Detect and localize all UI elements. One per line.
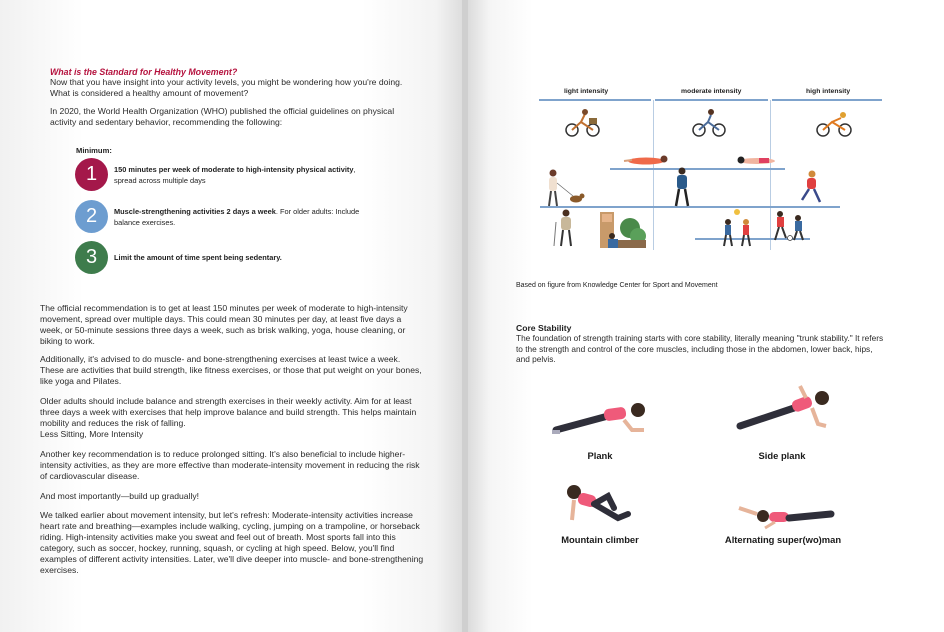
recommendation-text (114, 164, 364, 186)
cyclist-moderate-icon (692, 108, 726, 138)
cyclist-high-icon (816, 110, 852, 138)
recommendation-text (114, 252, 364, 263)
intensity-label-moderate: moderate intensity (681, 88, 742, 95)
exercise-label-superwoman: Alternating super(wo)man (724, 534, 842, 545)
swimmer-icon (622, 152, 670, 168)
column-divider (653, 100, 654, 250)
intensity-divider (655, 99, 768, 101)
body-paragraph: And most importantly—build up gradually! (40, 491, 200, 501)
minimum-label: Minimum: (76, 146, 112, 155)
plank-figure-icon (548, 398, 652, 438)
figure-credit: Based on figure from Knowledge Center for Sport and Movement (516, 282, 718, 289)
recommendation-bold: Limit the amount of time spent being sedentary. (114, 253, 282, 262)
soccer-icon (770, 210, 810, 242)
number-badge: 2 (75, 200, 108, 233)
recommendation-2 (75, 200, 364, 233)
page-gutter (462, 0, 468, 632)
swimmer-fast-icon (733, 153, 783, 167)
who-paragraph: In 2020, the World Health Organization (WHO) published the official guidelines on physical activity and sedentary behavior, recommending the following: (50, 106, 395, 127)
gardening-icon (600, 210, 648, 250)
number-badge: 3 (75, 241, 108, 274)
runner-icon (796, 170, 824, 206)
intensity-label-high: high intensity (806, 88, 851, 95)
core-stability-title: Core Stability (516, 323, 572, 333)
body-paragraph: Another key recommendation is to reduce prolonged sitting. It's also beneficial to include higher-intensity activities, as they are more effective than moderate-intensity movement in reducing the risk of cardiovascular disease. (40, 449, 420, 481)
house-cleaning-icon (552, 208, 580, 248)
recommendation-1 (75, 158, 364, 191)
recommendation-bold: 150 minutes per week of moderate to high-intensity physical activity (114, 164, 354, 174)
body-paragraph: Older adults should include balance and strength exercises in their weekly activity. Aim for at least three days a week with exercises that help improve balance and build strength. This helps maintain mobility and reduces the risk of falling. (40, 396, 417, 428)
exercise-label-mountain-climber: Mountain climber (561, 534, 639, 545)
subheading: Less Sitting, More Intensity (40, 429, 144, 439)
side-plank-figure-icon (734, 384, 838, 432)
intro-paragraph: Now that you have insight into your activity levels, you might be wondering how you're doing. What is considered a healthy amount of movement? (50, 77, 403, 98)
body-paragraph: The official recommendation is to get at least 150 minutes per week of moderate to high-intensity movement, spread over multiple days. This could mean 30 minutes per day, at least five days a week, or 50-minute sessions three days a week, such as brisk walking, yoga, house cleaning, or biking to work. (40, 303, 408, 346)
intensity-label-light: light intensity (564, 88, 609, 95)
exercise-label-side-plank: Side plank (758, 450, 806, 461)
recommendation-rest: . For older adults: Include balance exercises. (114, 206, 360, 227)
superwoman-figure-icon (735, 500, 839, 530)
volleyball-icon (720, 208, 756, 248)
body-paragraph: Additionally, it's advised to do muscle- and bone-strengthening exercises at least twice a week. These are activities that build strength, like fitness exercises, or those that put weight on your bones, like yoga and Pilates. (40, 354, 422, 386)
exercise-label-plank: Plank (587, 450, 613, 461)
dog-walker-icon (543, 168, 587, 208)
section-heading: What is the Standard for Healthy Movement? (50, 67, 238, 77)
recommendation-rest: , spread across multiple days (114, 164, 356, 185)
number-badge: 1 (75, 158, 108, 191)
mountain-climber-figure-icon (562, 482, 636, 526)
activity-range-bar (610, 168, 785, 170)
cyclist-light-icon (565, 108, 601, 138)
recommendation-bold: Muscle-strengthening activities 2 days a week (114, 206, 276, 216)
recommendation-3 (75, 241, 364, 274)
intensity-divider (539, 99, 651, 101)
intensity-divider (772, 99, 882, 101)
recommendation-text (114, 206, 364, 228)
core-stability-body: The foundation of strength training starts with core stability, literally meaning "trunk stability." It refers to the strength and control of the core muscles, including those in the abdomen, lower back, hips, and pelvis. (516, 333, 884, 365)
body-paragraph: We talked earlier about movement intensity, but let's refresh: Moderate-intensity activities increase heart rate and breathing—examples include walking, cycling, jumping on a trampoline, or horseback riding. High-intensity activities make you sweat and feel out of breath. Most sports fall into this category, such as soccer, hockey, running, squash, or cycling at high speed. Below, you'll find examples of different activity intensities. Later, we'll dive deeper into muscle- and bone-strengthening exercises. (40, 510, 424, 575)
walker-icon (670, 166, 694, 208)
